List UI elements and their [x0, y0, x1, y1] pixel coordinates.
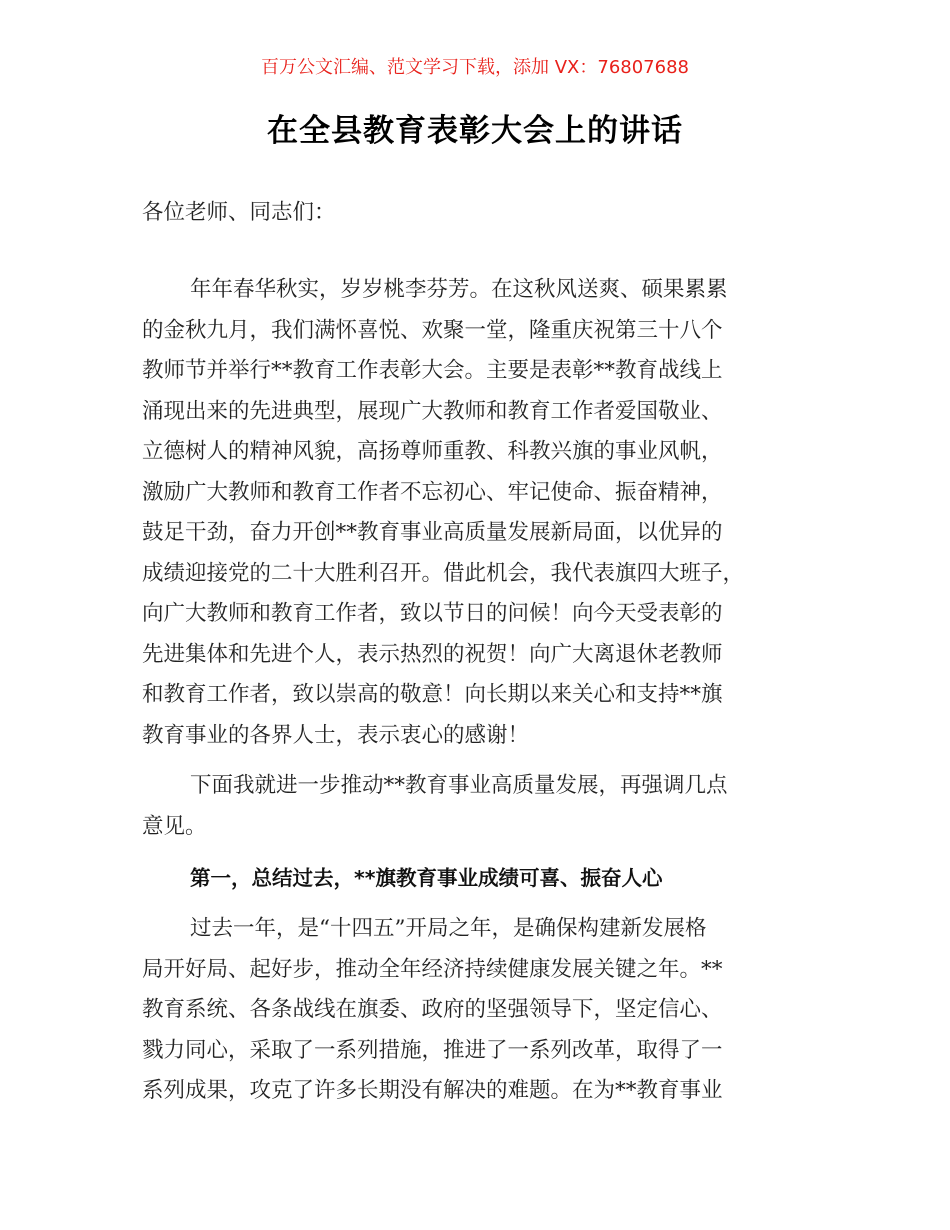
paragraph-line: 鼓足干劲，奋力开创**教育事业高质量发展新局面，以优异的	[142, 520, 723, 545]
paragraph-line: 年年春华秋实，岁岁桃李芬芳。在这秋风送爽、硕果累累	[190, 277, 728, 302]
section-heading-text: 第一，总结过去，**旗教育事业成绩可喜、振奋人心	[190, 866, 663, 890]
paragraph-line: 系列成果，攻克了许多长期没有解决的难题。在为**教育事业	[142, 1078, 723, 1103]
paragraph-line: 激励广大教师和教育工作者不忘初心、牢记使命、振奋精神，	[142, 479, 723, 505]
greeting-line: 各位老师、同志们：	[142, 200, 336, 225]
paragraph-line: 先进集体和先进个人，表示热烈的祝贺！向广大离退休老教师	[142, 641, 723, 667]
watermark-header: 百万公文汇编、范文学习下载，添加 VX：76807688	[261, 57, 689, 78]
paragraph-line: 局开好局、起好步，推动全年经济持续健康发展关键之年。**	[142, 956, 723, 982]
paragraph-line: 下面我就进一步推动**教育事业高质量发展，再强调几点	[190, 773, 728, 798]
paragraph-line: 戮力同心，采取了一系列措施，推进了一系列改革，取得了一	[142, 1037, 723, 1063]
paragraph-line: 涌现出来的先进典型，展现广大教师和教育工作者爱国敬业、	[142, 398, 723, 424]
paragraph-3	[142, 909, 812, 1112]
paragraph-line: 成绩迎接党的二十大胜利召开。借此机会，我代表旗四大班子，	[142, 560, 745, 586]
paragraph-line: 教育事业的各界人士，表示衷心的感谢！	[142, 722, 530, 748]
document-title: 在全县教育表彰大会上的讲话	[267, 113, 683, 149]
paragraph-line: 教师节并举行**教育工作表彰大会。主要是表彰**教育战线上	[142, 358, 723, 383]
paragraph-2	[142, 766, 812, 847]
paragraph-line: 过去一年，是“十四五”开局之年，是确保构建新发展格	[190, 916, 707, 941]
greeting	[142, 193, 812, 234]
paragraph-1	[142, 270, 812, 756]
paragraph-line: 意见。	[142, 813, 207, 839]
paragraph-line: 向广大教师和教育工作者，致以节日的问候！向今天受表彰的	[142, 601, 723, 626]
paragraph-line: 和教育工作者，致以崇高的敬意！向长期以来关心和支持**旗	[142, 682, 723, 707]
paragraph-line: 教育系统、各条战线在旗委、政府的坚强领导下，坚定信心、	[142, 997, 723, 1022]
section-heading	[142, 858, 812, 899]
paragraph-line: 的金秋九月，我们满怀喜悦、欢聚一堂，隆重庆祝第三十八个	[142, 317, 723, 343]
paragraph-line: 立德树人的精神风貌，高扬尊师重教、科教兴旗的事业风帆，	[142, 439, 723, 464]
